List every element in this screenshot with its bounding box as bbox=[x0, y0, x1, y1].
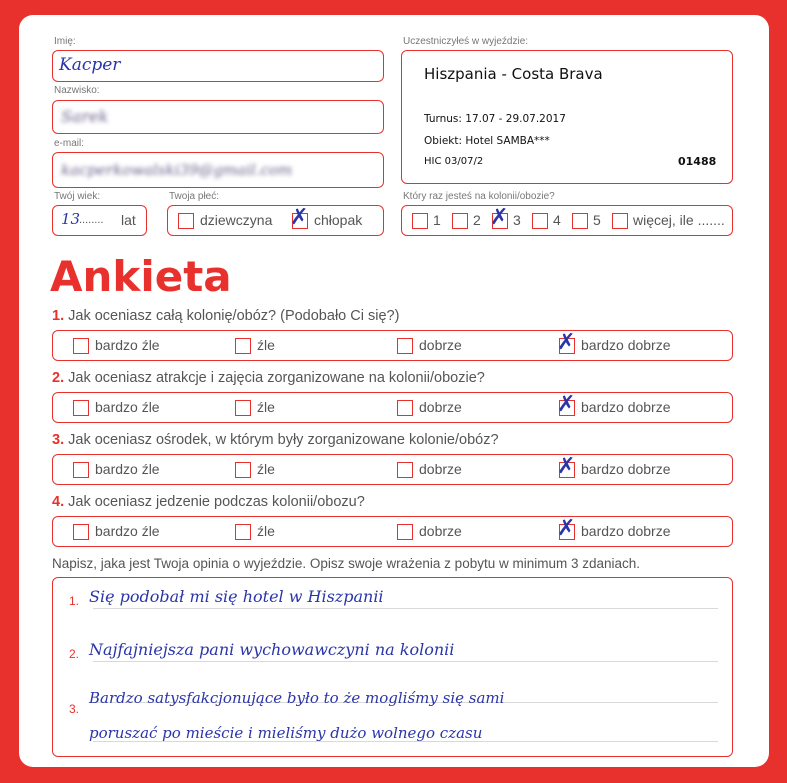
opinion-number-2: 2. bbox=[69, 647, 80, 661]
email-label: e-mail: bbox=[54, 138, 85, 149]
q4-option-zle: źle bbox=[257, 523, 275, 539]
times-checkbox-1[interactable] bbox=[412, 213, 428, 229]
question-3: 3. Jak oceniasz ośrodek, w którym były zorganizowane kolonie/obóz? bbox=[52, 432, 499, 448]
times-checkbox-more[interactable] bbox=[612, 213, 628, 229]
times-label: Który raz jesteś na kolonii/obozie? bbox=[403, 191, 555, 202]
gender-option-boy: chłopak bbox=[314, 212, 363, 228]
trip-hotel: Obiekt: Hotel SAMBA*** bbox=[424, 135, 550, 147]
times-option-5: 5 bbox=[593, 212, 601, 228]
q3-checkbox-bardzo-dobrze[interactable] bbox=[557, 454, 576, 479]
times-checkbox-4[interactable] bbox=[532, 213, 548, 229]
surname-label: Nazwisko: bbox=[54, 85, 100, 96]
times-checkbox-3[interactable] bbox=[490, 205, 509, 230]
q4-checkbox-dobrze[interactable] bbox=[397, 524, 413, 540]
name-label: Imię: bbox=[54, 36, 76, 47]
gender-option-girl: dziewczyna bbox=[200, 212, 273, 228]
survey-title: Ankieta bbox=[50, 252, 232, 301]
checkmark-x-icon: ✗ bbox=[557, 392, 576, 417]
q2-option-bardzo-zle: bardzo źle bbox=[95, 399, 160, 415]
q4-option-dobrze: dobrze bbox=[419, 523, 462, 539]
times-option-3: 3 bbox=[513, 212, 521, 228]
q3-checkbox-dobrze[interactable] bbox=[397, 462, 413, 478]
writing-line bbox=[93, 608, 718, 609]
checkmark-x-icon: ✗ bbox=[557, 454, 576, 479]
gender-checkbox-girl[interactable] bbox=[178, 213, 194, 229]
question-1: 1. Jak oceniasz całą kolonię/obóz? (Podobało Ci się?) bbox=[52, 308, 400, 324]
trip-turnus: Turnus: 17.07 - 29.07.2017 bbox=[424, 113, 566, 125]
times-field bbox=[401, 205, 733, 236]
surname-field[interactable] bbox=[52, 100, 384, 134]
gender-checkbox-boy[interactable] bbox=[290, 205, 309, 230]
trip-code: HIC 03/07/2 bbox=[424, 156, 484, 167]
age-field[interactable] bbox=[52, 205, 147, 236]
opinion-number-1: 1. bbox=[69, 594, 80, 608]
checkmark-x-icon: ✗ bbox=[490, 205, 509, 230]
q4-option-bardzo-zle: bardzo źle bbox=[95, 523, 160, 539]
age-dots: ........ bbox=[79, 214, 104, 226]
q1-option-bardzo-zle: bardzo źle bbox=[95, 337, 160, 353]
q2-checkbox-zle[interactable] bbox=[235, 400, 251, 416]
opinion-number-3: 3. bbox=[69, 702, 80, 716]
question-3-answers bbox=[52, 454, 733, 485]
gender-field bbox=[167, 205, 384, 236]
times-option-more: więcej, ile ....... bbox=[633, 212, 725, 228]
q1-option-bardzo-dobrze: bardzo dobrze bbox=[581, 337, 671, 353]
question-2-answers bbox=[52, 392, 733, 423]
opinion-prompt: Napisz, jaka jest Twoja opinia o wyjeździe. Opisz swoje wrażenia z pobytu w minimum 3 zdaniach. bbox=[52, 556, 641, 571]
trip-title: Hiszpania - Costa Brava bbox=[424, 65, 603, 83]
times-option-2: 2 bbox=[473, 212, 481, 228]
opinion-box[interactable] bbox=[52, 577, 733, 757]
q2-checkbox-dobrze[interactable] bbox=[397, 400, 413, 416]
q2-option-dobrze: dobrze bbox=[419, 399, 462, 415]
checkmark-x-icon: ✗ bbox=[557, 330, 576, 355]
q2-option-zle: źle bbox=[257, 399, 275, 415]
question-2: 2. Jak oceniasz atrakcje i zajęcia zorganizowane na kolonii/obozie? bbox=[52, 370, 485, 386]
times-option-4: 4 bbox=[553, 212, 561, 228]
trip-number: 01488 bbox=[678, 155, 717, 168]
name-value: Kacper bbox=[59, 55, 121, 75]
email-value: kacperkowalski39@gmail.com bbox=[61, 161, 293, 179]
age-unit: lat bbox=[121, 212, 136, 228]
q4-option-bardzo-dobrze: bardzo dobrze bbox=[581, 523, 671, 539]
checkmark-x-icon: ✗ bbox=[290, 205, 309, 230]
trip-box bbox=[401, 50, 733, 184]
age-value: 13 bbox=[61, 210, 81, 228]
question-4-answers bbox=[52, 516, 733, 547]
q1-checkbox-bardzo-dobrze[interactable] bbox=[557, 330, 576, 355]
q3-checkbox-bardzo-zle[interactable] bbox=[73, 462, 89, 478]
q1-option-zle: źle bbox=[257, 337, 275, 353]
name-field[interactable] bbox=[52, 50, 384, 82]
q3-option-dobrze: dobrze bbox=[419, 461, 462, 477]
question-4: 4. Jak oceniasz jedzenie podczas kolonii/obozu? bbox=[52, 494, 365, 510]
q2-option-bardzo-dobrze: bardzo dobrze bbox=[581, 399, 671, 415]
q3-checkbox-zle[interactable] bbox=[235, 462, 251, 478]
gender-label: Twoja płeć: bbox=[169, 191, 220, 202]
q3-option-bardzo-dobrze: bardzo dobrze bbox=[581, 461, 671, 477]
question-1-answers bbox=[52, 330, 733, 361]
times-option-1: 1 bbox=[433, 212, 441, 228]
q1-option-dobrze: dobrze bbox=[419, 337, 462, 353]
q1-checkbox-zle[interactable] bbox=[235, 338, 251, 354]
trip-label: Uczestniczyłeś w wyjeździe: bbox=[403, 36, 529, 47]
q3-option-zle: źle bbox=[257, 461, 275, 477]
q4-checkbox-zle[interactable] bbox=[235, 524, 251, 540]
opinion-line-4: poruszać po mieście i mieliśmy dużo wolnego czasu bbox=[89, 724, 483, 742]
q2-checkbox-bardzo-dobrze[interactable] bbox=[557, 392, 576, 417]
q4-checkbox-bardzo-zle[interactable] bbox=[73, 524, 89, 540]
age-label: Twój wiek: bbox=[54, 191, 101, 202]
email-field[interactable] bbox=[52, 152, 384, 188]
checkmark-x-icon: ✗ bbox=[557, 516, 576, 541]
times-checkbox-2[interactable] bbox=[452, 213, 468, 229]
q1-checkbox-dobrze[interactable] bbox=[397, 338, 413, 354]
writing-line bbox=[93, 661, 718, 662]
opinion-line-2: Najfajniejsza pani wychowawczyni na kolonii bbox=[89, 640, 455, 659]
opinion-line-1: Się podobał mi się hotel w Hiszpanii bbox=[89, 587, 384, 606]
q1-checkbox-bardzo-zle[interactable] bbox=[73, 338, 89, 354]
q3-option-bardzo-zle: bardzo źle bbox=[95, 461, 160, 477]
q4-checkbox-bardzo-dobrze[interactable] bbox=[557, 516, 576, 541]
times-checkbox-5[interactable] bbox=[572, 213, 588, 229]
q2-checkbox-bardzo-zle[interactable] bbox=[73, 400, 89, 416]
opinion-line-3: Bardzo satysfakcjonujące było to że mogliśmy się sami bbox=[89, 689, 505, 707]
surname-value: Sarek bbox=[61, 107, 109, 126]
